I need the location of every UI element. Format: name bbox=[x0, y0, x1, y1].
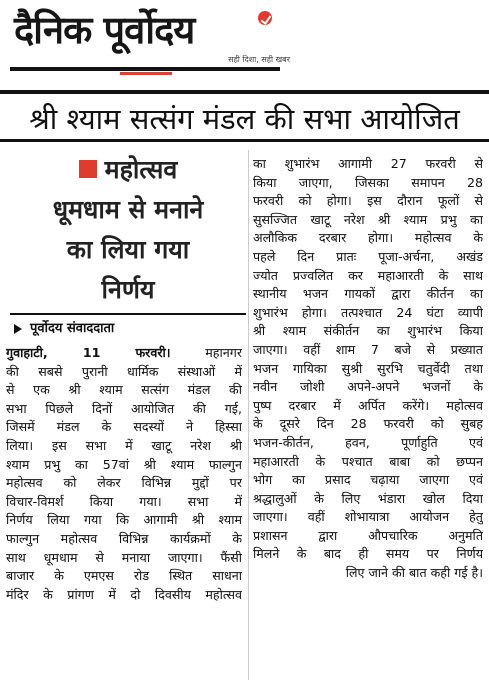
text-line: फरवरी को होगा। इस दौरान फूलों से bbox=[253, 193, 483, 209]
text-line: शुभारंभ होगा। तत्पश्चात 24 घंटा व्यापी bbox=[253, 304, 483, 320]
text-line: मंदिर के प्रांगण में दो दिवसीय महोत्सव bbox=[6, 586, 242, 602]
subheadline-line-4: निर्णय bbox=[101, 275, 155, 304]
masthead-rule bbox=[10, 67, 280, 71]
check-badge-icon bbox=[258, 11, 272, 25]
text-line: पहले दिन प्रातः पूजा-अर्चना, अखंड bbox=[253, 248, 483, 264]
text-line: लिए जाने की बात कही गई है। bbox=[345, 565, 483, 581]
text-line: स्थानीय भजन गायकों द्वारा कीर्तन का bbox=[253, 286, 483, 302]
dateline: गुवाहाटी, 11 फरवरी। bbox=[6, 345, 171, 360]
text-line: की सबसे पुरानी धार्मिक संस्थाओं में bbox=[6, 363, 242, 379]
headline-box bbox=[0, 90, 489, 142]
right-column-text bbox=[253, 155, 483, 583]
subheadline-text: महोत्सव bbox=[104, 155, 178, 184]
masthead-red-strip bbox=[120, 72, 172, 75]
text-line: भोग का प्रसाद चढ़ाया जाएगा एवं bbox=[253, 472, 483, 488]
text-line: के दूसरे दिन 28 फरवरी को सुबह bbox=[253, 416, 483, 432]
text-line: पुष्प दरबार में अर्पित करेंगे। महोत्सव bbox=[253, 397, 483, 413]
text-line: निर्णय लिया गया कि आगामी श्री श्याम bbox=[6, 512, 242, 528]
text-line: महाआरती के पश्चात बाबा को छप्पन bbox=[253, 453, 483, 469]
text-line: प्रशासन द्वारा औपचारिक अनुमति bbox=[253, 527, 483, 543]
triangle-bullet-icon bbox=[14, 324, 22, 334]
text-line: अलौकिक दरबार होगा। महोत्सव के bbox=[253, 230, 483, 246]
text-line: का शुभारंभ आगामी 27 फरवरी से bbox=[253, 156, 483, 171]
masthead bbox=[0, 0, 489, 78]
text-line: ज्योत प्रज्वलित कर महाआरती के साथ bbox=[253, 267, 483, 283]
text-line: साथ धूमधाम से मनाया जाएगा। फैंसी bbox=[6, 549, 242, 565]
text-line: श्याम प्रभु का 57वां श्री श्याम फाल्गुन bbox=[6, 456, 242, 472]
byline-text: पूर्वोदय संवाददाता bbox=[30, 321, 115, 336]
text-line: मिलने के बाद ही समय पर निर्णय bbox=[253, 546, 483, 562]
article-headline: श्री श्याम सत्संग मंडल की सभा आयोजित bbox=[29, 102, 460, 136]
text-line: श्री श्याम संकीर्तन का शुभारंभ किया bbox=[253, 323, 483, 339]
text-line: जाएगा। वहीं शोभायात्रा आयोजन हेतु bbox=[253, 509, 483, 525]
text-line-part: महानगर bbox=[205, 345, 242, 360]
text-line: सभा पिछले दिनों आयोजित की गई, bbox=[6, 400, 242, 416]
text-line: भजन गायिका सुश्री सुरभि चतुर्वेदी तथा bbox=[253, 360, 483, 376]
subheadline-line-3: का लिया गया bbox=[66, 235, 190, 264]
text-line: महोत्सव को लेकर विभिन्न मुद्दों पर bbox=[6, 475, 242, 491]
text-line: लिया। इस सभा में खाटू नरेश श्री bbox=[6, 437, 242, 453]
subheadline-line-2: धूमधाम से मनाने bbox=[52, 195, 204, 224]
text-line: नवीन जोशी अपने-अपने भजनों के bbox=[253, 379, 483, 395]
text-line: विचार-विमर्श किया गया। सभा में bbox=[6, 493, 242, 509]
text-line: जिसमें मंडल के सदस्यों ने हिस्सा bbox=[6, 419, 242, 435]
text-line: श्रद्धालुओं के लिए भंडारा खोल दिया bbox=[253, 490, 483, 506]
byline bbox=[14, 320, 244, 338]
subheadline-block bbox=[10, 150, 246, 310]
text-line: किया जाएगा, जिसका समापन 28 bbox=[253, 174, 483, 190]
column-divider bbox=[248, 150, 249, 680]
text-line: बाजार के एमएस रोड स्थित साधना bbox=[6, 568, 242, 584]
subheadline-line-1 bbox=[10, 150, 246, 190]
newspaper-tagline: सही दिशा, सही खबर bbox=[228, 55, 290, 64]
left-column-text bbox=[6, 344, 242, 604]
text-line: सुसज्जित खाटू नरेश श्री श्याम प्रभु का bbox=[253, 211, 483, 227]
text-line: से एक श्री श्याम सत्संग मंडल की bbox=[6, 382, 242, 398]
text-line bbox=[6, 344, 242, 363]
byline-rule bbox=[10, 313, 246, 315]
newspaper-name: दैनिक पूर्वोदय bbox=[14, 8, 195, 52]
red-square-bullet-icon bbox=[79, 160, 97, 178]
text-line: फाल्गुन महोत्सव विभिन्न कार्यक्रमों के bbox=[6, 530, 242, 546]
text-line: भजन-कीर्तन, हवन, पूर्णाहुति एवं bbox=[253, 434, 483, 450]
text-line: जाएगा। वहीं शाम 7 बजे से प्रख्यात bbox=[253, 341, 483, 357]
